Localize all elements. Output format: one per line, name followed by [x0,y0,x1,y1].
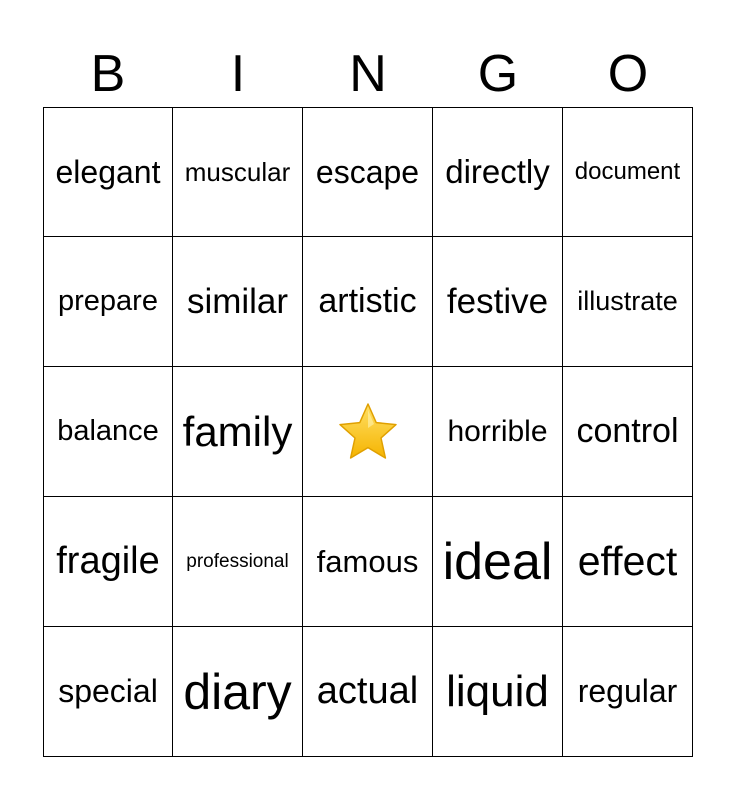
cell-word: horrible [447,414,548,448]
bingo-cell[interactable] [43,627,173,757]
header-letter-b: B [90,45,126,103]
cell-word: balance [57,415,159,447]
header-letter-o: O [607,45,649,103]
bingo-cell[interactable] [43,367,173,497]
cell-word: festive [446,281,549,321]
cell-word: family [182,407,293,455]
bingo-cell[interactable] [563,367,693,497]
bingo-cell[interactable] [303,107,433,237]
cell-word: liquid [446,666,549,716]
bingo-cell[interactable] [173,367,303,497]
cell-word: escape [315,153,420,190]
cell-word: fragile [56,540,160,582]
header-letter-n: N [349,45,387,103]
bingo-cell[interactable] [43,237,173,367]
cell-word: prepare [58,285,158,317]
bingo-cell[interactable] [43,107,173,237]
bingo-cell[interactable] [303,497,433,627]
bingo-cell[interactable] [173,237,303,367]
cell-word: similar [186,281,289,321]
bingo-board [43,107,693,757]
header-letter-i: I [230,45,246,103]
bingo-header [43,40,693,108]
bingo-cell[interactable] [433,367,563,497]
bingo-cell[interactable] [433,107,563,237]
bingo-cell[interactable] [173,627,303,757]
cell-word: artistic [318,282,417,320]
bingo-cell[interactable] [173,497,303,627]
cell-word: directly [445,153,550,190]
bingo-cell[interactable] [43,497,173,627]
bingo-cell[interactable] [563,497,693,627]
cell-word: control [576,412,679,450]
cell-word: muscular [184,156,291,187]
bingo-cell[interactable] [173,107,303,237]
bingo-cell[interactable] [303,627,433,757]
bingo-cell[interactable] [303,237,433,367]
star-icon [336,400,400,464]
cell-word: ideal [442,532,553,591]
cell-word: elegant [55,153,161,190]
cell-word: famous [316,543,419,579]
cell-word: actual [316,670,419,712]
cell-word: document [574,158,681,185]
bingo-cell[interactable] [433,237,563,367]
bingo-cell[interactable] [563,107,693,237]
cell-word: regular [577,673,678,709]
cell-word: professional [186,550,289,572]
header-letter-g: G [477,45,519,103]
cell-word: diary [183,663,292,720]
cell-word: illustrate [577,286,678,316]
bingo-cell[interactable] [563,237,693,367]
cell-word: effect [577,538,678,584]
cell-word: special [58,673,158,709]
bingo-cell[interactable] [433,497,563,627]
free-space-cell[interactable] [303,367,433,497]
bingo-cell[interactable] [433,627,563,757]
bingo-cell[interactable] [563,627,693,757]
